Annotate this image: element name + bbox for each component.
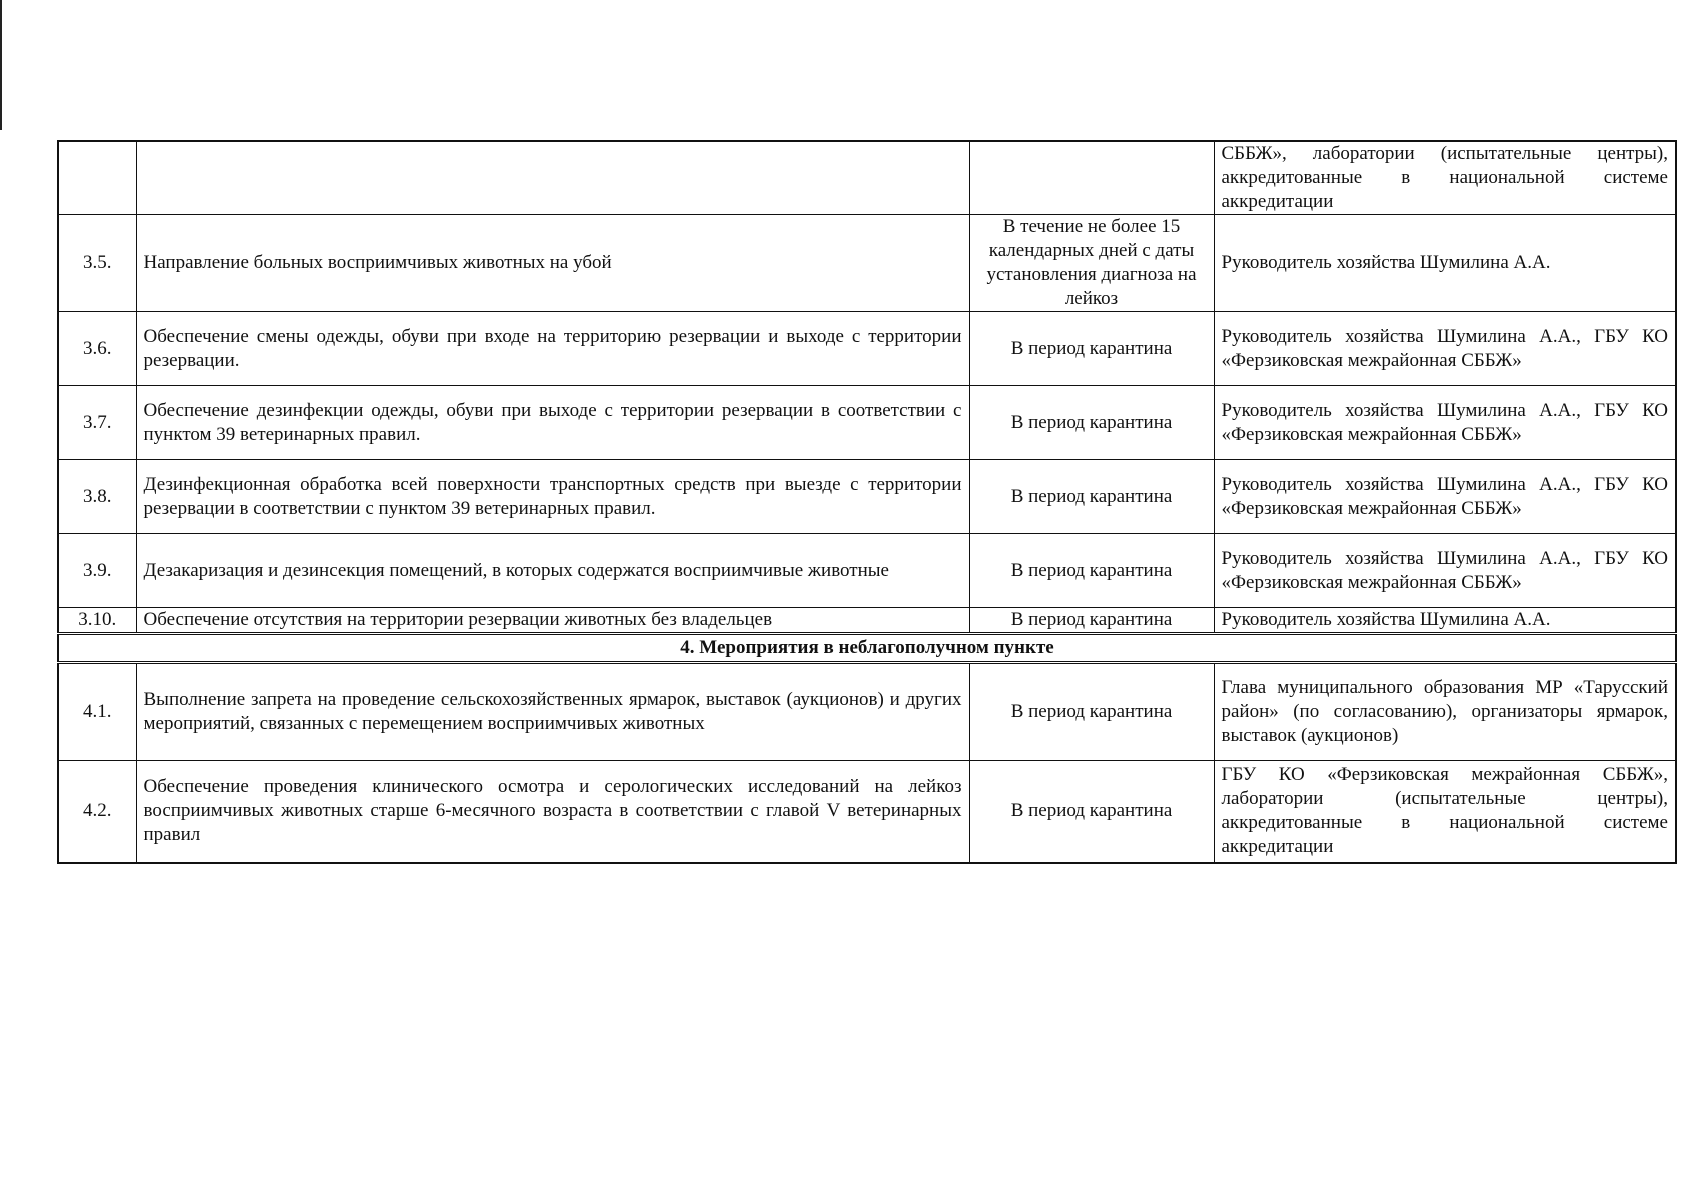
measure-period: В период карантина xyxy=(969,534,1214,608)
measure-description: Обеспечение смены одежды, обуви при входе на территорию резервации и выходе с территории резервации. xyxy=(136,312,969,386)
row-number: 4.1. xyxy=(58,663,136,761)
row-number: 3.8. xyxy=(58,460,136,534)
measure-period: В период карантина xyxy=(969,386,1214,460)
measure-description: Дезакаризация и дезинсекция помещений, в которых содержатся восприимчивые животные xyxy=(136,534,969,608)
measure-period: В период карантина xyxy=(969,608,1214,634)
measure-period: В период карантина xyxy=(969,460,1214,534)
measure-description: Выполнение запрета на проведение сельскохозяйственных ярмарок, выставок (аукционов) и других мероприятий, связанных с перемещением восприимчивых животных xyxy=(136,663,969,761)
row-number: 3.9. xyxy=(58,534,136,608)
row-number xyxy=(58,141,136,215)
measure-period: В течение не более 15 календарных дней с даты установления диагноза на лейкоз xyxy=(969,215,1214,312)
table-row xyxy=(58,386,1676,460)
measure-responsible: Глава муниципального образования МР «Тарусский район» (по согласованию), организаторы ярмарок, выставок (аукционов) xyxy=(1214,663,1676,761)
table-row xyxy=(58,663,1676,761)
measure-responsible: СББЖ», лаборатории (испытательные центры), аккредитованные в национальной системе аккредитации xyxy=(1214,141,1676,215)
measure-period xyxy=(969,141,1214,215)
measure-description: Направление больных восприимчивых животных на убой xyxy=(136,215,969,312)
measure-period: В период карантина xyxy=(969,312,1214,386)
row-number: 3.6. xyxy=(58,312,136,386)
table-row xyxy=(58,460,1676,534)
table-row xyxy=(58,608,1676,634)
measure-description: Дезинфекционная обработка всей поверхности транспортных средств при выезде с территории резервации в соответствии с пунктом 39 ветеринарных правил. xyxy=(136,460,969,534)
section-title: 4. Мероприятия в неблагополучном пункте xyxy=(58,634,1676,663)
measures-table xyxy=(57,140,1677,864)
page-edge-line xyxy=(0,0,2,130)
measure-description: Обеспечение дезинфекции одежды, обуви при выходе с территории резервации в соответствии с пунктом 39 ветеринарных правил. xyxy=(136,386,969,460)
measure-responsible: Руководитель хозяйства Шумилина А.А. xyxy=(1214,608,1676,634)
table-row xyxy=(58,141,1676,215)
measure-responsible: Руководитель хозяйства Шумилина А.А., ГБУ КО «Ферзиковская межрайонная СББЖ» xyxy=(1214,386,1676,460)
measure-responsible: Руководитель хозяйства Шумилина А.А. xyxy=(1214,215,1676,312)
row-number: 3.10. xyxy=(58,608,136,634)
measure-description xyxy=(136,141,969,215)
table-row xyxy=(58,312,1676,386)
section-header-row xyxy=(58,634,1676,663)
measure-responsible: Руководитель хозяйства Шумилина А.А., ГБУ КО «Ферзиковская межрайонная СББЖ» xyxy=(1214,534,1676,608)
measure-description: Обеспечение проведения клинического осмотра и серологических исследований на лейкоз восприимчивых животных старше 6-месячного возраста в соответствии с главой V ветеринарных правил xyxy=(136,761,969,863)
measure-responsible: Руководитель хозяйства Шумилина А.А., ГБУ КО «Ферзиковская межрайонная СББЖ» xyxy=(1214,312,1676,386)
measure-period: В период карантина xyxy=(969,761,1214,863)
table-row xyxy=(58,534,1676,608)
measure-responsible: Руководитель хозяйства Шумилина А.А., ГБУ КО «Ферзиковская межрайонная СББЖ» xyxy=(1214,460,1676,534)
measure-description: Обеспечение отсутствия на территории резервации животных без владельцев xyxy=(136,608,969,634)
measure-period: В период карантина xyxy=(969,663,1214,761)
row-number: 3.7. xyxy=(58,386,136,460)
row-number: 3.5. xyxy=(58,215,136,312)
measure-responsible: ГБУ КО «Ферзиковская межрайонная СББЖ», лаборатории (испытательные центры), аккредитованные в национальной системе аккредитации xyxy=(1214,761,1676,863)
row-number: 4.2. xyxy=(58,761,136,863)
table-row xyxy=(58,215,1676,312)
table-row xyxy=(58,761,1676,863)
